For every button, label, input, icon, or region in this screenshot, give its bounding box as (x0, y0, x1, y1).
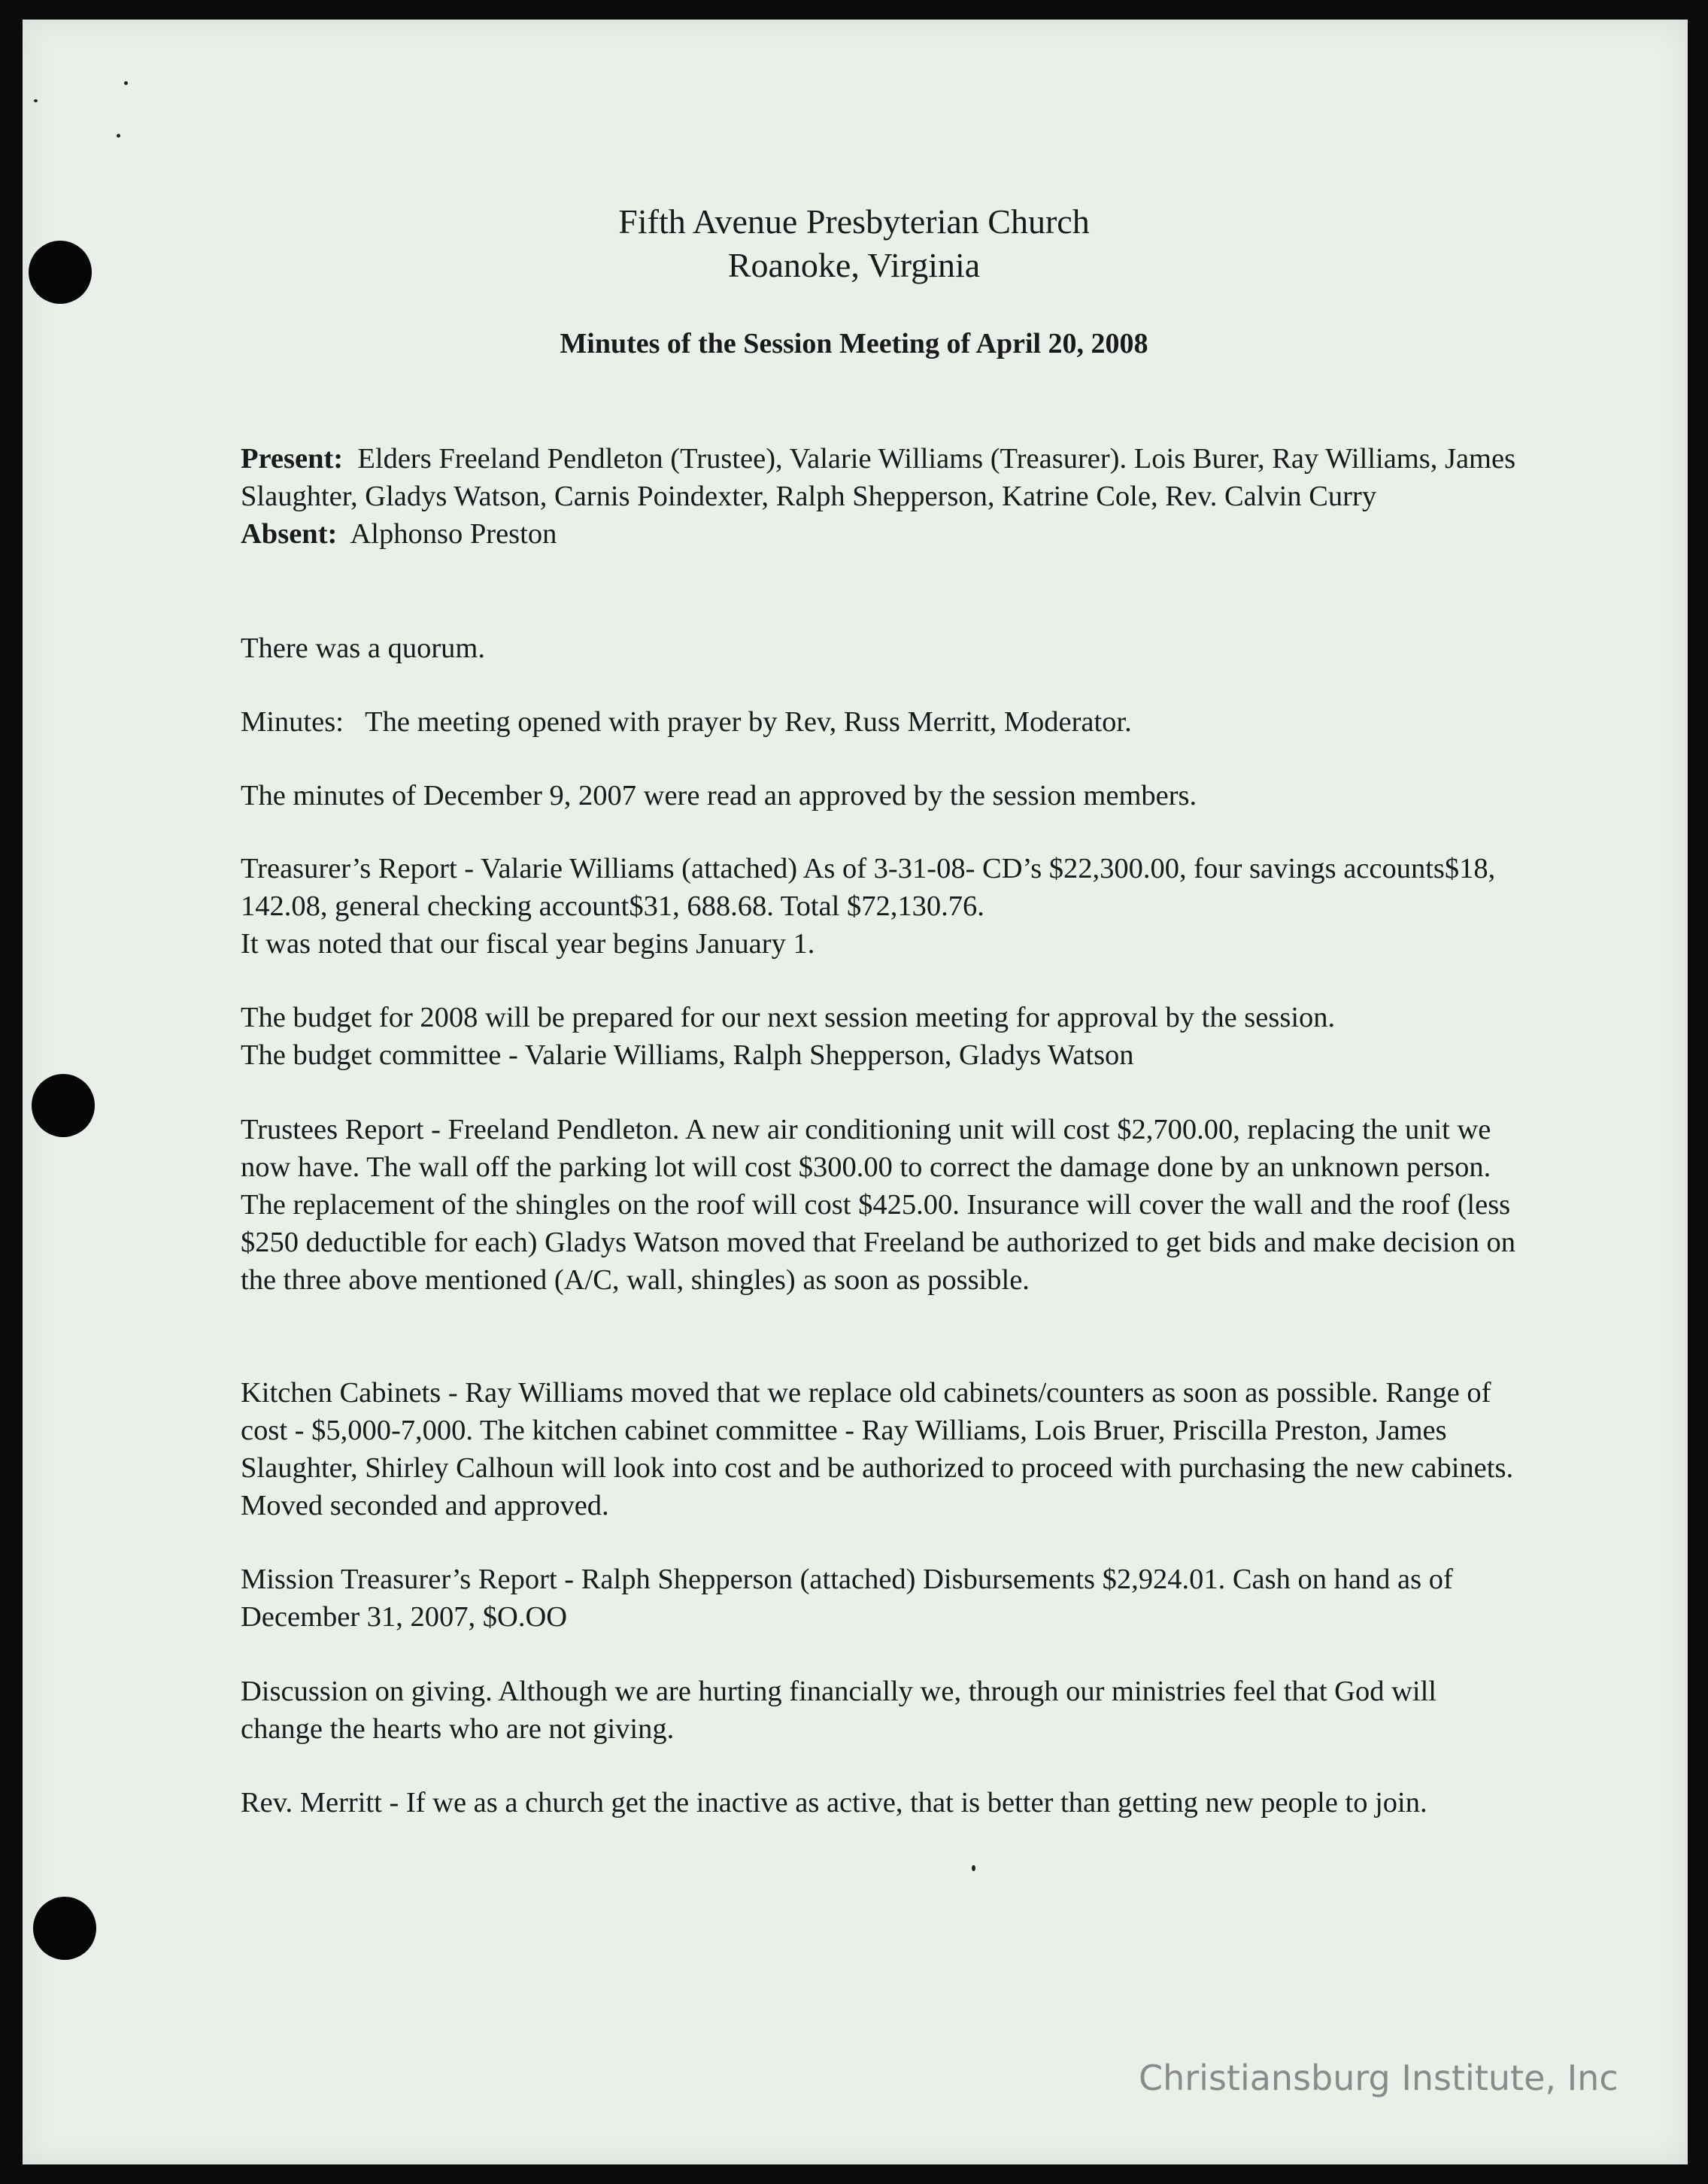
rev-merritt-section (241, 1784, 1519, 1822)
minutes-section (241, 703, 1519, 741)
budget-text: The budget for 2008 will be prepared for our next session meeting for approval by the session. (241, 1002, 1336, 1033)
present-paragraph (241, 440, 1519, 515)
fiscal-year-note: It was noted that our fiscal year begins January 1. (241, 928, 815, 960)
trustees-report-text: Trustees Report - Freeland Pendleton. A new air conditioning unit will cost $2,700.00, replacing the unit we now have. The wall off the parking lot will cost $300.00 to correct the damage done by an unknown person. The replacement of the shingles on the roof will cost $425.00. Insurance will cover the wall and the roof (less $250 deductible for each) Gladys Watson moved that Freeland be authorized to get bids and make decision on the three above mentioned (A/C, wall, shingles) as soon as possible. (241, 1114, 1516, 1296)
absent-label: Absent: (241, 518, 338, 550)
paper-speck (124, 81, 128, 85)
punch-hole-middle (32, 1074, 95, 1137)
quorum-text: There was a quorum. (241, 632, 485, 664)
giving-discussion-section (241, 1673, 1519, 1748)
previous-minutes-text: The minutes of December 9, 2007 were read an approved by the session members. (241, 780, 1197, 811)
trustees-report-section (241, 1111, 1519, 1299)
previous-minutes-section (241, 777, 1519, 814)
giving-discussion-text: Discussion on giving. Although we are hurting financially we, through our ministries feel that God will change the hearts who are not giving. (241, 1676, 1437, 1745)
kitchen-cabinets-text: Kitchen Cabinets - Ray Williams moved that we replace old cabinets/counters as soon as possible. Range of cost - $5,000-7,000. The kitchen cabinet committee - Ray Williams, Lois Bruer, Priscilla Preston, James Slaughter, Shirley Calhoun will look into cost and be authorized to proceed with purchasing the new cabinets. Moved seconded and approved. (241, 1377, 1514, 1521)
punch-hole-bottom (33, 1897, 96, 1960)
paper-speck (34, 99, 38, 102)
budget-section (241, 999, 1519, 1074)
treasurer-report-text: Treasurer’s Report - Valarie Williams (attached) As of 3-31-08- CD’s $22,300.00, four savings accounts$18, 142.08, general checking account$31, 688.68. Total $72,130.76. (241, 853, 1496, 922)
attendance-section (241, 440, 1519, 553)
kitchen-cabinets-section (241, 1374, 1519, 1524)
minutes-paragraph (241, 703, 1519, 741)
absent-list: Alphonso Preston (350, 518, 557, 550)
minutes-text: The meeting opened with prayer by Rev, Russ Merritt, Moderator. (365, 706, 1132, 738)
quorum-statement (241, 629, 1519, 667)
mission-treasurer-text: Mission Treasurer’s Report - Ralph Shepperson (attached) Disbursements $2,924.01. Cash on hand as of December 31, 2007, $O.OO (241, 1564, 1453, 1633)
church-city: Roanoke, Virginia (727, 246, 981, 284)
budget-committee: The budget committee - Valarie Williams, Ralph Shepperson, Gladys Watson (241, 1039, 1134, 1071)
church-name: Fifth Avenue Presbyterian Church (618, 202, 1090, 241)
mission-treasurer-section (241, 1561, 1519, 1636)
treasurer-report-section (241, 850, 1519, 963)
minutes-title: Minutes of the Session Meeting of April 20, 2008 (560, 328, 1148, 359)
watermark: Christiansburg Institute, Inc (1139, 2058, 1619, 2098)
present-label: Present: (241, 443, 344, 475)
paper-speck (117, 134, 120, 138)
paper-speck (972, 1865, 975, 1871)
present-list: Elders Freeland Pendleton (Trustee), Valarie Williams (Treasurer). Lois Burer, Ray Williams, James Slaughter, Gladys Watson, Carnis Poindexter, Ralph Shepperson, Katrine Cole, Rev. Calvin Curry (241, 443, 1516, 512)
rev-merritt-text: Rev. Merritt - If we as a church get the inactive as active, that is better than getting new people to join. (241, 1787, 1427, 1818)
absent-paragraph (241, 515, 1519, 553)
minutes-label: Minutes: (241, 706, 344, 738)
